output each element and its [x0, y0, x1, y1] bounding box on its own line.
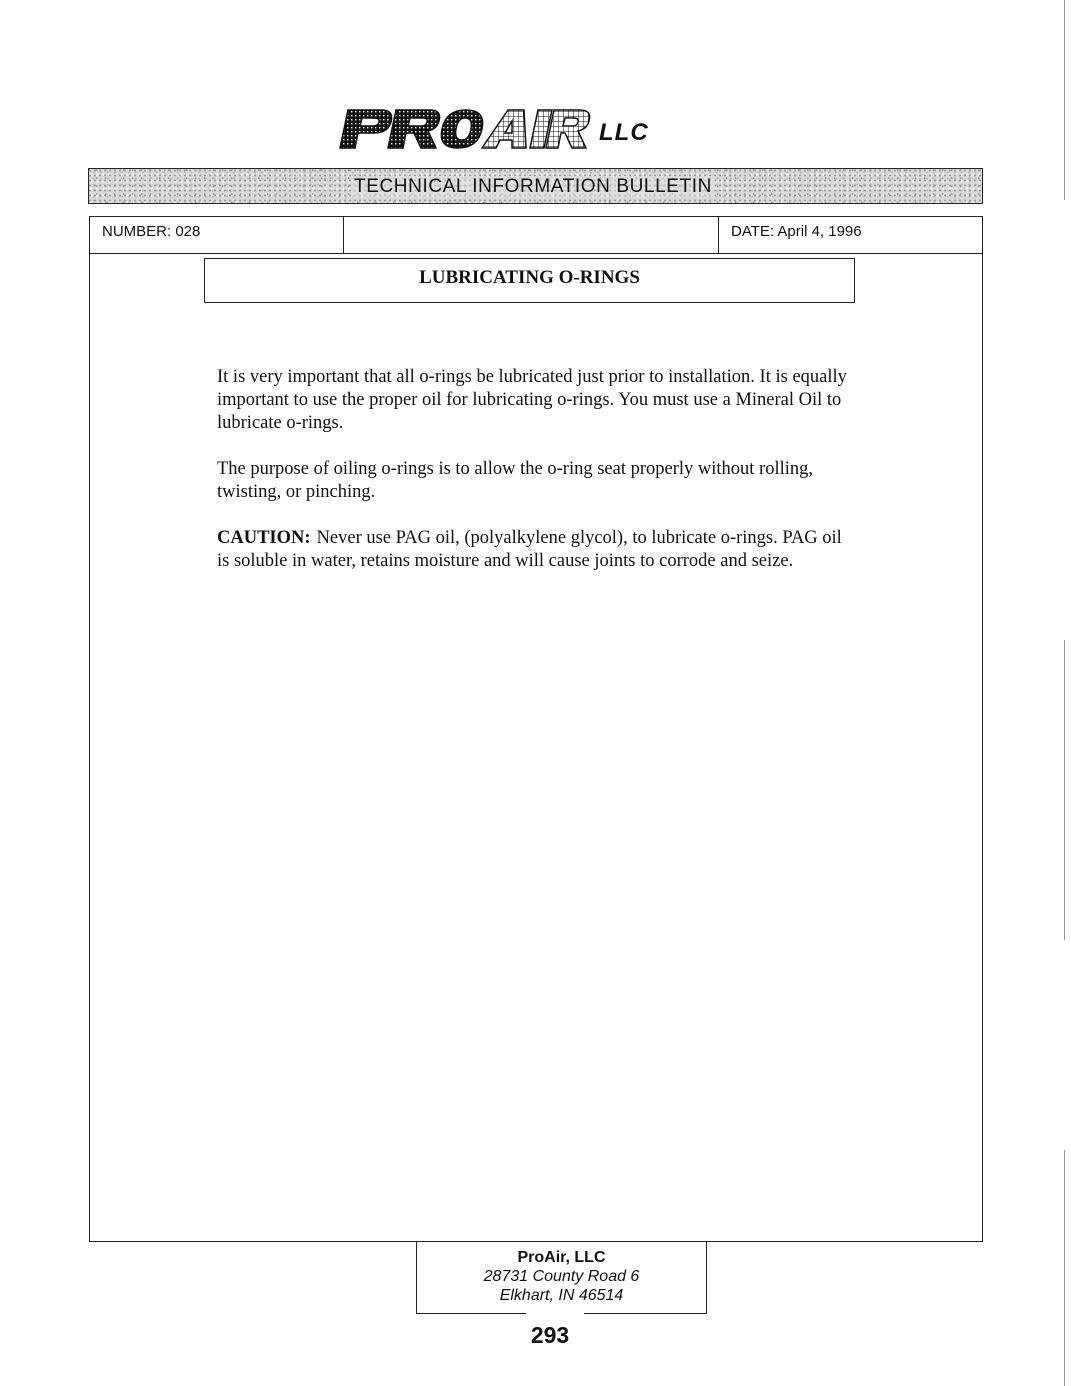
bulletin-banner: [88, 168, 983, 204]
company-logo: [338, 104, 649, 150]
bulletin-title: LUBRICATING O-RINGS: [204, 258, 855, 303]
caution-label: CAUTION:: [217, 528, 311, 548]
caution-paragraph: [217, 527, 857, 573]
footer-divider-right: [584, 1313, 707, 1314]
caution-text: Never use PAG oil, (polyalkylene glycol), to lubricate o-rings. PAG oil is soluble in water, retains moisture and will cause joints to corrode and seize.: [217, 528, 842, 571]
footer-divider-left: [416, 1313, 526, 1314]
page-number: 293: [530, 1322, 570, 1348]
footer-address-box: [416, 1241, 707, 1314]
scan-edge-mark: [1064, 640, 1065, 940]
bulletin-date: DATE: April 4, 1996: [718, 217, 983, 253]
footer-company-name: ProAir, LLC: [517, 1249, 606, 1266]
footer-address-line2: Elkhart, IN 46514: [499, 1287, 624, 1304]
scan-edge-mark: [1064, 1150, 1065, 1386]
proair-wordmark-logo: [338, 106, 593, 150]
body-paragraph: It is very important that all o-rings be lubricated just prior to installation. It is equally important to use the proper oil for lubricating o-rings. You must use a Mineral Oil to lubricate o-rings.: [217, 367, 847, 433]
bulletin-number: NUMBER: 028: [90, 217, 344, 253]
scan-edge-mark: [1064, 0, 1065, 200]
body-paragraph: The purpose of oiling o-rings is to allow the o-ring seat properly without rolling, twisting, or pinching.: [217, 459, 814, 502]
bulletin-info-row: [89, 216, 983, 254]
bulletin-body: [217, 366, 857, 596]
banner-title: TECHNICAL INFORMATION BULLETIN: [351, 176, 715, 198]
logo-llc-suffix: LLC: [599, 119, 649, 146]
footer-address-line1: 28731 County Road 6: [483, 1268, 640, 1285]
